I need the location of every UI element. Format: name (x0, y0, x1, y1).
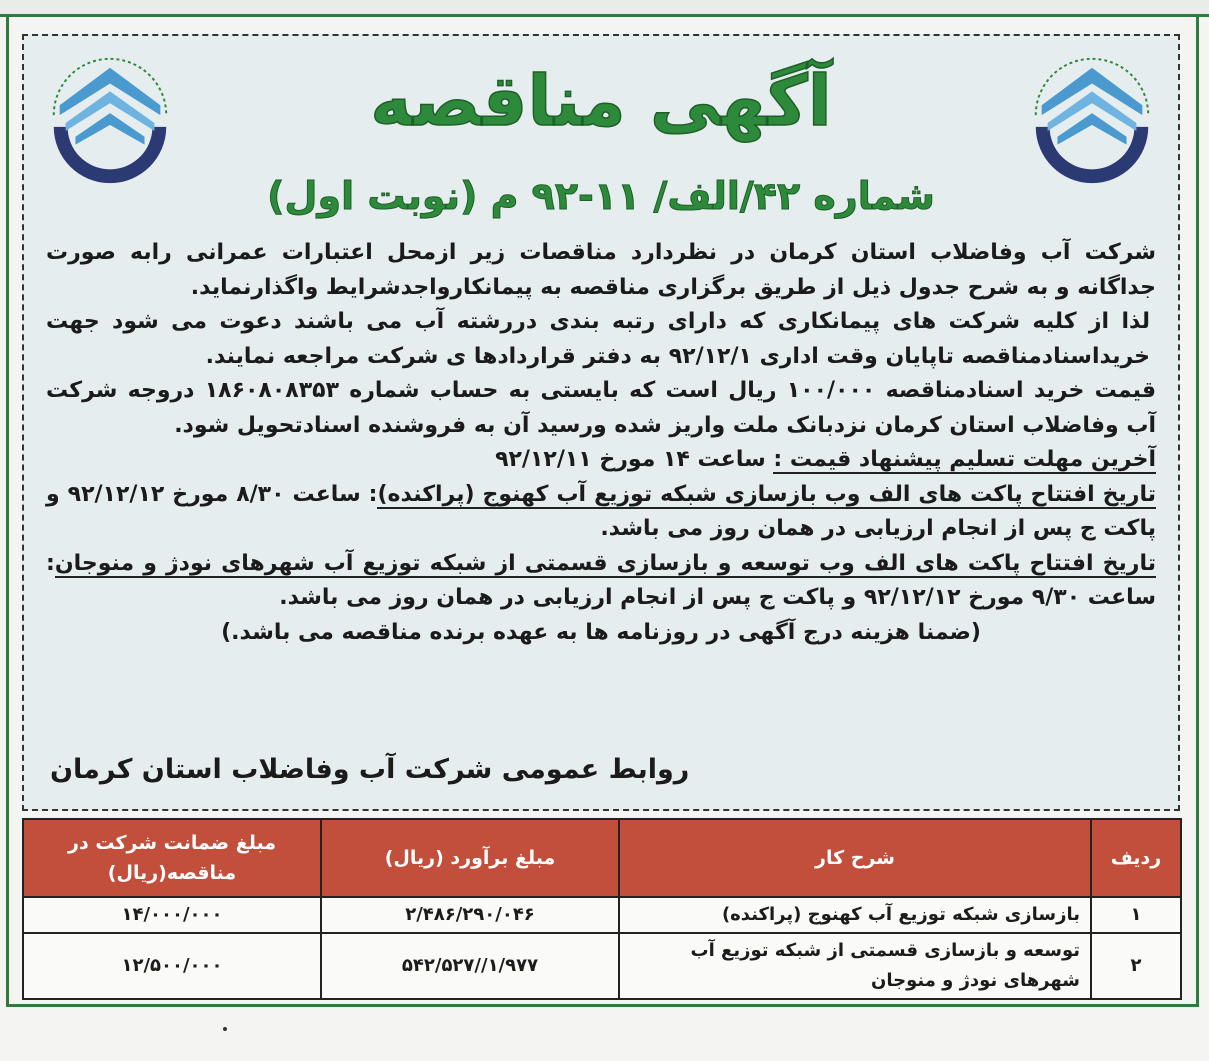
table-row (23, 897, 1181, 933)
header-guarantee: مبلغ ضمانت شرکت در مناقصه(ریال) (23, 819, 321, 897)
row-estimate: ۲/۴۸۶/۲۹۰/۰۴۶ (321, 897, 619, 933)
tender-table (22, 818, 1180, 1000)
speck (223, 1027, 227, 1031)
opening-1-line (46, 478, 1156, 547)
row-estimate: ۱/۹۷۷//۵۴۲/۵۲۷ (321, 933, 619, 999)
row-number: ۱ (1091, 897, 1181, 933)
opening-2-line (46, 547, 1156, 616)
notice-number: شماره ۴۲/الف/ ۱۱-۹۲ م (نوبت اول) (267, 174, 935, 218)
notice-title: آگهی مناقصه (370, 60, 832, 142)
header-estimate: مبلغ برآورد (ریال) (321, 819, 619, 897)
row-description: توسعه و بازسازی قسمتی از شبکه توزیع آب شهرهای نودژ و منوجان (619, 933, 1091, 999)
signature: روابط عمومی شرکت آب وفاضلاب استان کرمان (50, 754, 690, 785)
table-header-row (23, 819, 1181, 897)
tender-notice (22, 34, 1180, 811)
header-row-number: ردیف (1091, 819, 1181, 897)
opening-1-label: تاریخ افتتاح پاکت های الف وب بازسازی شبکه توزیع آب کهنوج (پراکنده) (377, 481, 1156, 507)
price-paragraph: قیمت خرید اسنادمناقصه ۱۰۰/۰۰۰ ریال است که بایستی به حساب شماره ۱۸۶۰۸۰۸۳۵۳ دروجه شرکت آب وفاضلاب استان کرمان نزدبانک ملت واریز شده ورسید آن به فروشنده اسنادتحویل شود. (46, 378, 1156, 438)
opening-1-value: : ساعت ۸/۳۰ مورخ ۹۲/۱۲/۱۲ و پاکت ج پس از انجام ارزیابی در همان روز می باشد. (46, 481, 1156, 541)
row-description: بازسازی شبکه توزیع آب کهنوج (پراکنده) (619, 897, 1091, 933)
table-row (23, 933, 1181, 999)
deadline-label: آخرین مهلت تسلیم پیشنهاد قیمت : (773, 447, 1156, 472)
row-guarantee: ۱۴/۰۰۰/۰۰۰ (23, 897, 321, 933)
header-description: شرح کار (619, 819, 1091, 897)
opening-2-value: : ساعت ۹/۳۰ مورخ ۹۲/۱۲/۱۲ و پاکت ج پس از انجام ارزیابی در همان روز می باشد. (46, 550, 1156, 610)
deadline-value: ساعت ۱۴ مورخ ۹۲/۱۲/۱۱ (495, 447, 774, 472)
row-guarantee: ۱۲/۵۰۰/۰۰۰ (23, 933, 321, 999)
opening-2-label: تاریخ افتتاح پاکت های الف وب توسعه و بازسازی قسمتی از شبکه توزیع آب شهرهای نودژ و منوجان (54, 550, 1156, 576)
cost-note: (ضمنا هزینه درج آگهی در روزنامه ها به عهده برنده مناقصه می باشد.) (221, 619, 981, 645)
intro-paragraph: شرکت آب وفاضلاب استان کرمان در نظردارد مناقصات زیر ازمحل اعتبارات عمرانی رابه صورت جداگانه و به شرح جدول ذیل از طریق برگزاری مناقصه به پیمانکارواجدشرایط واگذارنماید. (46, 240, 1156, 300)
deadline-line (46, 443, 1156, 478)
row-number: ۲ (1091, 933, 1181, 999)
notice-body (46, 236, 1156, 650)
invitation-paragraph: لذا از کلیه شرکت های پیمانکاری که دارای رتبه بندی دررشته آب می باشند دعوت می شود جهت خریداسنادمناقصه تاپایان وقت اداری ۹۲/۱۲/۱ به دفتر قراردادها ی شرکت مراجعه نمایند. (46, 309, 1150, 369)
